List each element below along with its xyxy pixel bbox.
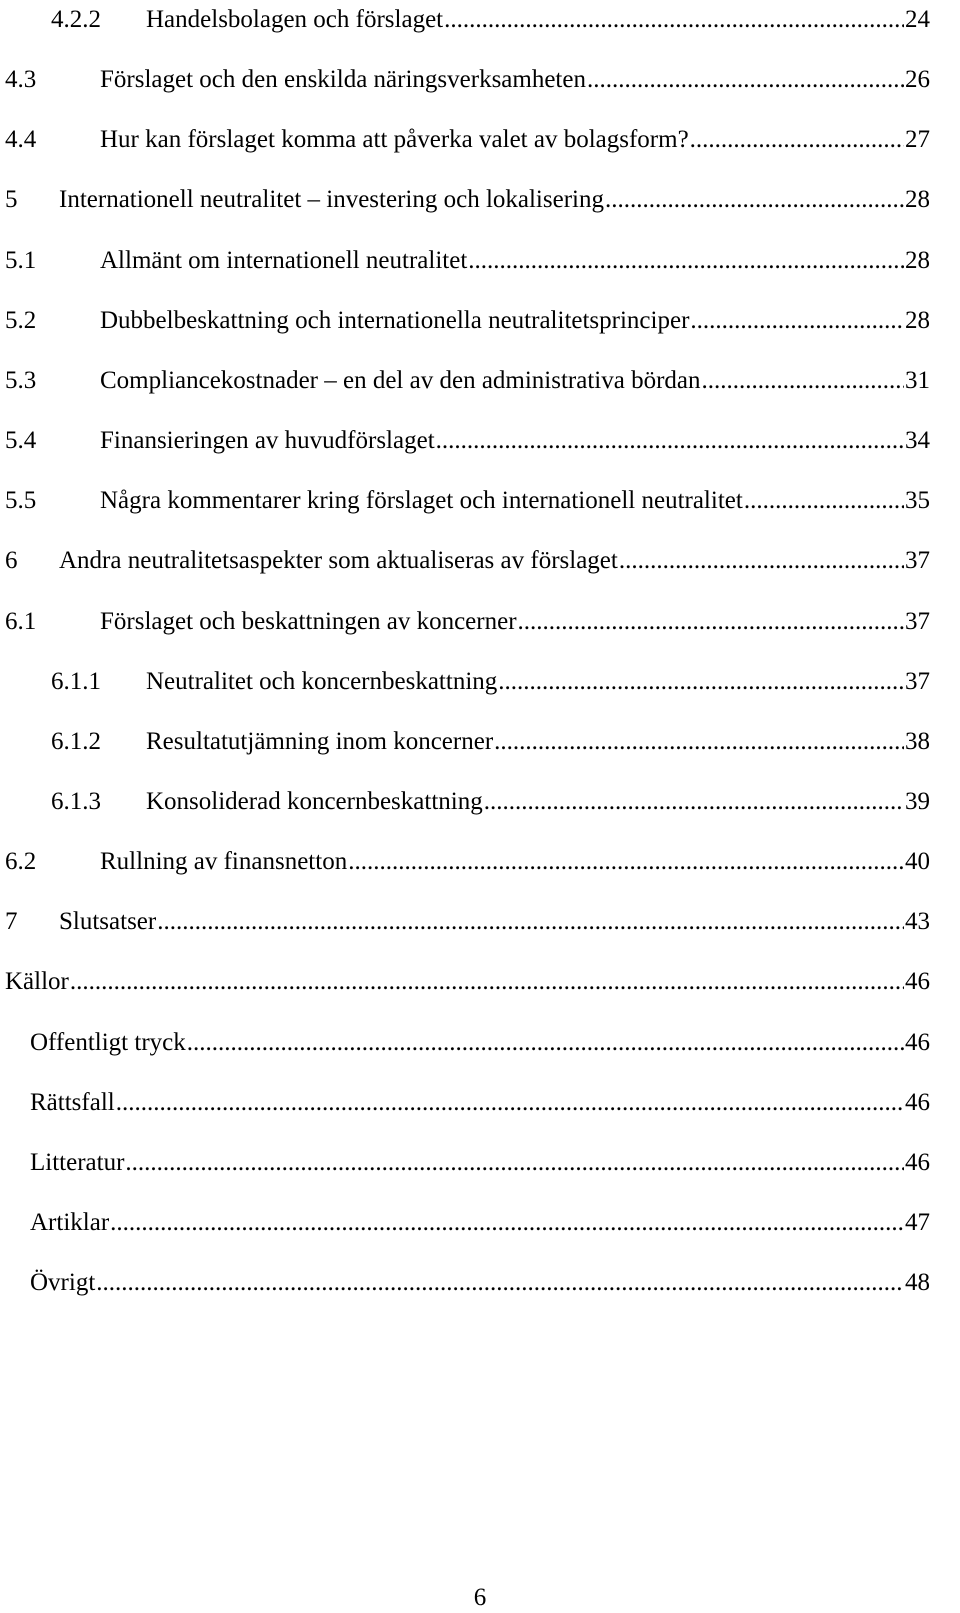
toc-page-number: 47	[905, 1209, 930, 1236]
toc-dot-leader	[744, 488, 904, 513]
toc-title: Källor	[5, 968, 69, 995]
toc-dot-leader	[605, 187, 904, 212]
toc-dot-leader	[702, 368, 904, 393]
toc-title: Artiklar	[30, 1209, 110, 1236]
toc-page-number: 28	[905, 307, 930, 334]
toc-page-number: 34	[905, 427, 930, 454]
toc-page-number: 24	[905, 6, 930, 33]
toc-title: Slutsatser	[59, 908, 157, 935]
toc-dot-leader	[157, 909, 904, 934]
toc-dot-leader	[348, 849, 904, 874]
toc-entry	[5, 293, 930, 333]
toc-page-number: 26	[905, 66, 930, 93]
toc-page-number: 28	[905, 247, 930, 274]
toc-title: Konsoliderad koncernbeskattning	[146, 788, 483, 815]
toc-entry	[5, 834, 930, 874]
toc-entry	[5, 894, 930, 934]
toc-number: 7	[5, 908, 18, 935]
toc-page-number: 46	[905, 1029, 930, 1056]
toc-entry	[5, 112, 930, 152]
toc-page-number: 40	[905, 848, 930, 875]
toc-number: 6.1	[5, 608, 37, 635]
toc-page-number: 31	[905, 367, 930, 394]
toc-page-number: 28	[905, 186, 930, 213]
toc-entry	[30, 1015, 930, 1055]
toc-number: 6	[5, 547, 18, 574]
toc-page-number: 46	[905, 968, 930, 995]
toc-entry	[5, 594, 930, 634]
toc-page-number: 43	[905, 908, 930, 935]
toc-title: Finansieringen av huvudförslaget	[100, 427, 435, 454]
toc-page-number: 37	[905, 668, 930, 695]
toc-entry	[30, 1195, 930, 1235]
toc-entry	[5, 353, 930, 393]
toc-dot-leader	[96, 1270, 904, 1295]
toc-entry	[30, 1255, 930, 1295]
toc-number: 6.2	[5, 848, 37, 875]
toc-page-number: 38	[905, 728, 930, 755]
toc-title: Dubbelbeskattning och internationella neutralitetsprinciper	[100, 307, 690, 334]
toc-entry	[5, 473, 930, 513]
toc-dot-leader	[444, 7, 904, 32]
toc-title: Rättsfall	[30, 1089, 115, 1116]
toc-number: 6.1.3	[51, 788, 101, 815]
toc-title: Andra neutralitetsaspekter som aktualiseras av förslaget	[59, 547, 618, 574]
page-number: 6	[473, 1584, 487, 1611]
toc-title: Compliancekostnader – en del av den administrativa bördan	[100, 367, 701, 394]
toc-dot-leader	[518, 609, 904, 634]
toc-title: Neutralitet och koncernbeskattning	[146, 668, 498, 695]
toc-number: 5	[5, 186, 18, 213]
toc-dot-leader	[484, 789, 904, 814]
toc-dot-leader	[436, 428, 904, 453]
toc-number: 4.3	[5, 66, 37, 93]
toc-title: Internationell neutralitet – investering och lokalisering	[59, 186, 604, 213]
toc-entry	[30, 1075, 930, 1115]
toc-number: 5.3	[5, 367, 37, 394]
toc-entry	[5, 172, 930, 212]
toc-number: 6.1.1	[51, 668, 101, 695]
toc-page-number: 27	[905, 126, 930, 153]
toc-title: Förslaget och beskattningen av koncerner	[100, 608, 517, 635]
toc-dot-leader	[116, 1090, 904, 1115]
toc-title: Resultatutjämning inom koncerner	[146, 728, 494, 755]
toc-entry	[51, 774, 930, 814]
toc-dot-leader	[690, 127, 904, 152]
toc-title: Rullning av finansnetton	[100, 848, 348, 875]
toc-number: 5.1	[5, 247, 37, 274]
toc-dot-leader	[619, 548, 904, 573]
toc-dot-leader	[70, 969, 904, 994]
toc-entry	[30, 1135, 930, 1175]
toc-title: Övrigt	[30, 1269, 96, 1296]
toc-page-number: 37	[905, 547, 930, 574]
toc-dot-leader	[494, 729, 904, 754]
toc-number: 4.4	[5, 126, 37, 153]
toc-dot-leader	[468, 248, 904, 273]
toc-number: 5.2	[5, 307, 37, 334]
toc-entry	[5, 954, 930, 994]
toc-title: Förslaget och den enskilda näringsverksamheten	[100, 66, 586, 93]
toc-entry	[5, 533, 930, 573]
toc-entry	[5, 52, 930, 92]
toc-title: Allmänt om internationell neutralitet	[100, 247, 468, 274]
toc-dot-leader	[587, 67, 904, 92]
toc-dot-leader	[690, 308, 904, 333]
toc-entry	[51, 714, 930, 754]
toc-entry	[5, 413, 930, 453]
toc-dot-leader	[498, 669, 904, 694]
toc-dot-leader	[187, 1030, 904, 1055]
toc-page-number: 46	[905, 1089, 930, 1116]
toc-page-number: 35	[905, 487, 930, 514]
toc-title: Offentligt tryck	[30, 1029, 186, 1056]
toc-dot-leader	[125, 1150, 904, 1175]
toc-title: Litteratur	[30, 1149, 125, 1176]
toc-dot-leader	[110, 1210, 904, 1235]
toc-page-number: 37	[905, 608, 930, 635]
toc-page-number: 46	[905, 1149, 930, 1176]
toc-number: 5.4	[5, 427, 37, 454]
toc-title: Hur kan förslaget komma att påverka valet av bolagsform?	[100, 126, 689, 153]
toc-title: Några kommentarer kring förslaget och internationell neutralitet	[100, 487, 743, 514]
toc-entry	[51, 654, 930, 694]
toc-title: Handelsbolagen och förslaget	[146, 6, 444, 33]
toc-page-number: 48	[905, 1269, 930, 1296]
toc-entry	[51, 0, 930, 32]
toc-entry	[5, 233, 930, 273]
toc-number: 6.1.2	[51, 728, 101, 755]
toc-page-number: 39	[905, 788, 930, 815]
toc-number: 5.5	[5, 487, 37, 514]
toc-number: 4.2.2	[51, 6, 101, 33]
